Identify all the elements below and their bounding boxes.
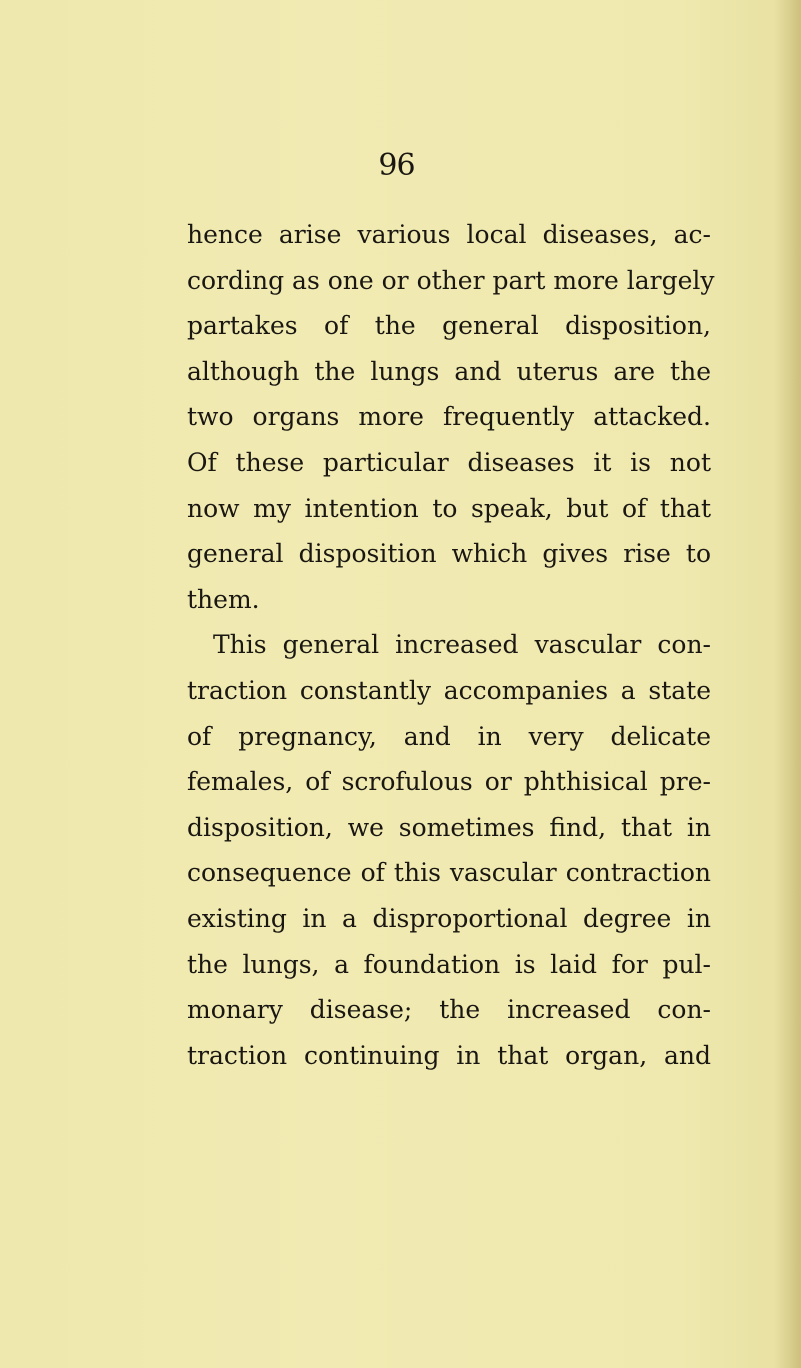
text-line: cording as one or other part more largely	[187, 265, 715, 295]
text-line: This general increased vascular con-	[213, 630, 711, 660]
text-line: existing in a disproportional degree in	[187, 903, 711, 933]
text-line: traction constantly accompanies a state	[187, 675, 711, 705]
text-line: females, of scrofulous or phthisical pre-	[187, 767, 711, 797]
text-line: disposition, we sometimes find, that in	[187, 812, 711, 842]
text-line: Of these particular diseases it is not	[187, 447, 711, 477]
text-line: them.	[187, 584, 260, 614]
page-edge-shadow	[775, 0, 801, 1368]
text-line: of pregnancy, and in very delicate	[187, 721, 711, 751]
text-line: partakes of the general disposition,	[187, 311, 711, 341]
body-text	[187, 212, 715, 1078]
text-line: the lungs, a foundation is laid for pul-	[187, 949, 711, 979]
text-line: consequence of this vascular contraction	[187, 858, 711, 888]
text-line: hence arise various local diseases, ac-	[187, 220, 711, 249]
text-line: two organs more frequently attacked.	[187, 402, 711, 432]
text-line: traction continuing in that organ, and	[187, 1040, 711, 1070]
page-number: 96	[378, 148, 415, 183]
text-line: monary disease; the increased con-	[187, 995, 711, 1025]
text-line: although the lungs and uterus are the	[187, 356, 711, 386]
text-line: now my intention to speak, but of that	[187, 493, 711, 523]
text-line: general disposition which gives rise to	[187, 539, 711, 569]
